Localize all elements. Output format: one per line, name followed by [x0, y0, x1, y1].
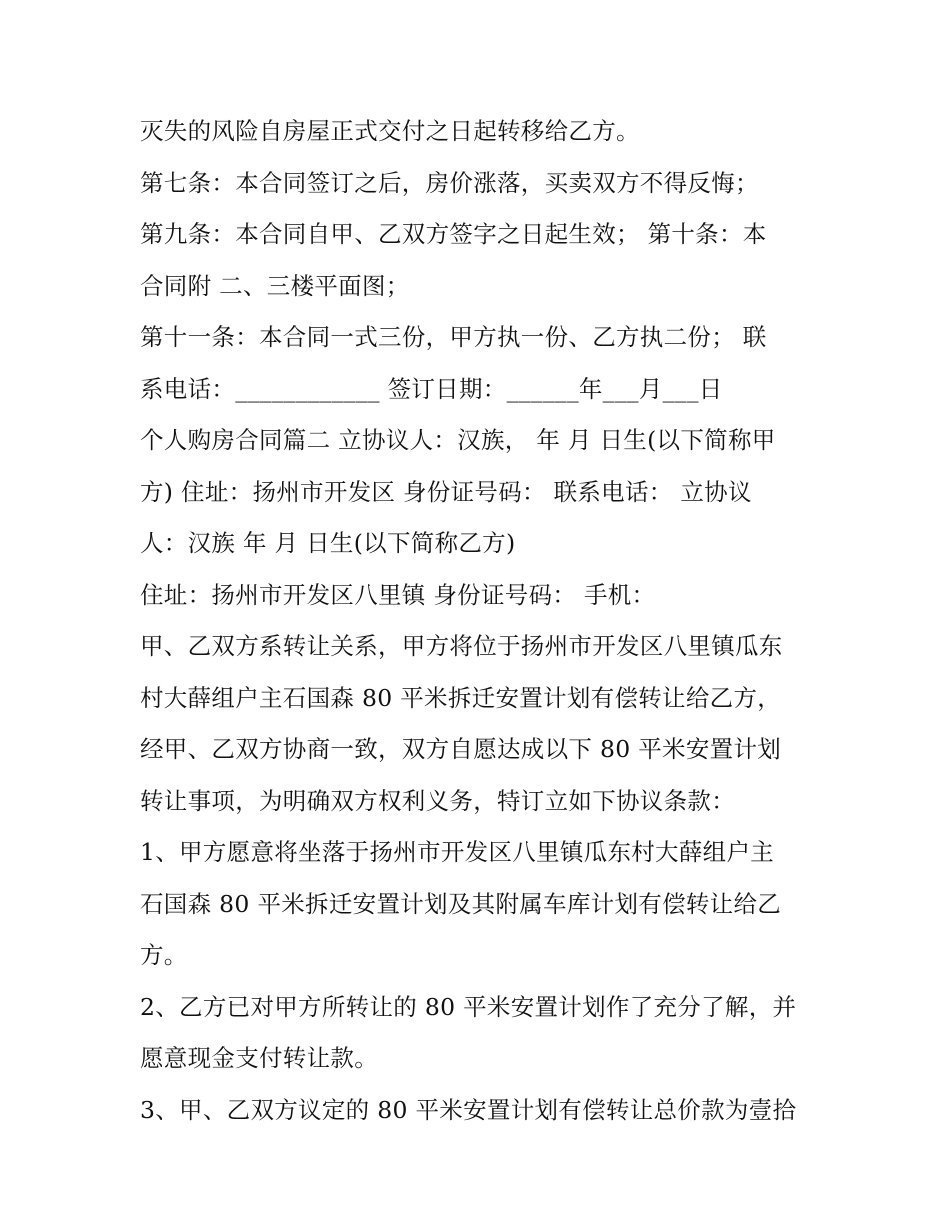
- text-line: 人：汉族 年 月 日生(以下简称乙方): [140, 529, 516, 557]
- text-line: 灭失的风险自房屋正式交付之日起转移给乙方。: [140, 117, 640, 145]
- text-line: 系电话：____________ 签订日期：______年___月___日: [140, 374, 723, 403]
- text-line: 石国森 80 平米拆迁安置计划及其附属车库计划有偿转让给乙: [140, 889, 782, 918]
- document-body: [140, 106, 820, 1136]
- text-line: 2、乙方已对甲方所转让的 80 平米安置计划作了充分了解，并: [140, 992, 797, 1021]
- text-line: 第九条：本合同自甲、乙双方签字之日起生效； 第十条：本: [140, 220, 767, 248]
- text-line: 方) 住址：扬州市开发区 身份证号码： 联系电话： 立协议: [140, 477, 752, 506]
- text-line: 第七条：本合同签订之后，房价涨落，买卖双方不得反悔；: [140, 168, 759, 197]
- text-line: 方。: [140, 941, 188, 969]
- text-line: 3、甲、乙双方议定的 80 平米安置计划有偿转让总价款为壹拾: [140, 1095, 797, 1124]
- text-line: 甲、乙双方系转让关系，甲方将位于扬州市开发区八里镇瓜东: [140, 632, 783, 660]
- text-line: 转让事项，为明确双方权利义务，特订立如下协议条款：: [140, 786, 735, 815]
- text-line: 第十一条：本合同一式三份，甲方执一份、乙方执二份； 联: [140, 323, 767, 351]
- text-line: 1、甲方愿意将坐落于扬州市开发区八里镇瓜东村大薛组户主: [140, 838, 775, 866]
- text-line: 村大薛组户主石国森 80 平米拆迁安置计划有偿转让给乙方，: [140, 683, 782, 712]
- text-line: 愿意现金支付转让款。: [140, 1044, 378, 1072]
- text-line: 个人购房合同篇二 立协议人：汉族， 年 月 日生(以下简称甲: [140, 426, 776, 454]
- text-line: 经甲、乙双方协商一致，双方自愿达成以下 80 平米安置计划: [140, 735, 782, 763]
- text-line: 合同附 二、三楼平面图；: [140, 271, 410, 300]
- text-line: 住址：扬州市开发区八里镇 身份证号码： 手机：: [140, 580, 656, 609]
